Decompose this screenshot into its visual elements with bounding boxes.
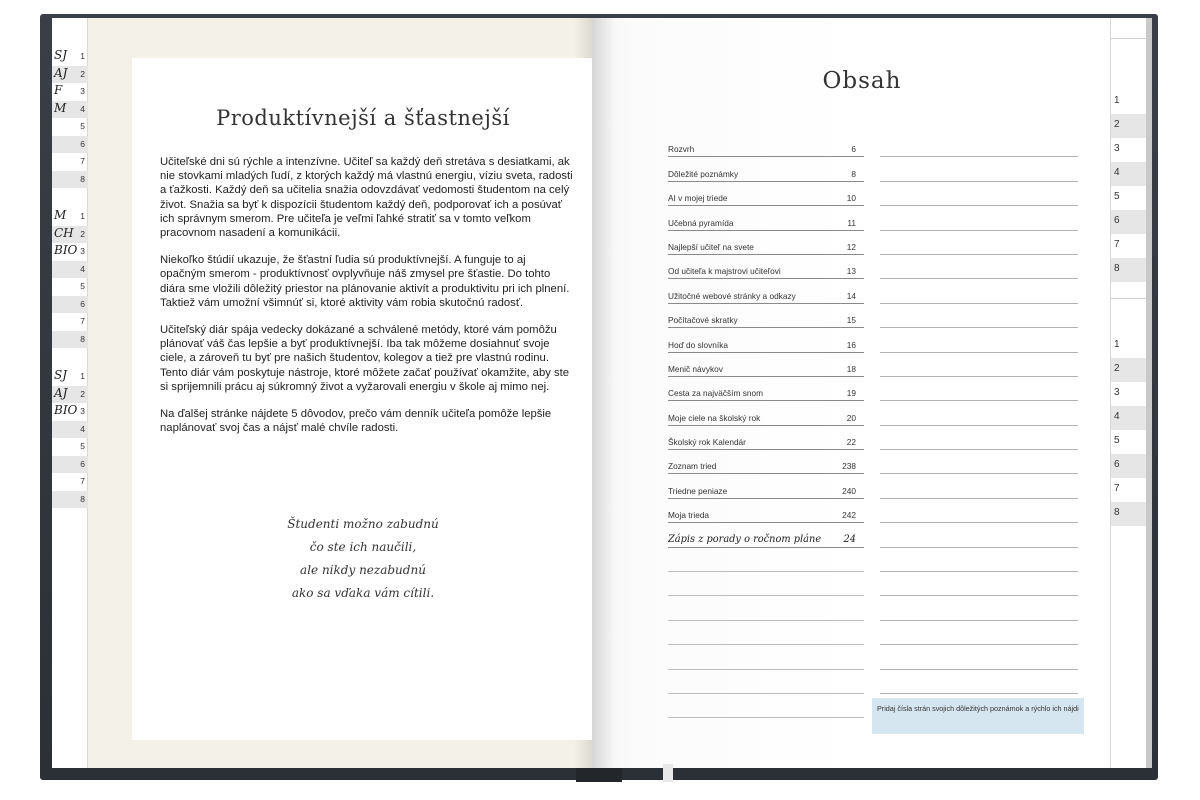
tab-row[interactable] (52, 491, 88, 509)
blank-line[interactable] (880, 353, 1078, 377)
tab-number: 7 (1114, 483, 1120, 494)
intro-paragraph: Učiteľské dni sú rýchle a intenzívne. Učiteľ sa každý deň stretáva s desiatkami, ak nie stovkami mladých ľudí, z ktorých každý má vlastnú energiu, víziu sveta, radosti a ťažkosti. Každý deň sa učitelia snažia odovzdávať vedomosti študentom na celý život. Snažia sa byť k dispozícii študentom každý deň, podporovať ich a posúvať ich správnym smerom. Pre učiteľa je veľmi ľahké stratiť sa v tomto veľkom pracovnom nasadení a komunikácii. (160, 156, 573, 240)
tab-row[interactable] (52, 331, 88, 349)
tab-subject: F (54, 83, 63, 97)
toc-label: Školský rok Kalendár (668, 437, 746, 448)
quote-line: Študenti možno zabudnú (287, 517, 439, 531)
tab-row[interactable] (1111, 478, 1147, 502)
tab-number: 8 (80, 333, 85, 344)
tab-group (52, 48, 88, 188)
intro-card (132, 58, 594, 740)
toc-page-number: 10 (846, 193, 856, 204)
tab-number: 7 (80, 476, 85, 486)
tab-row[interactable] (52, 261, 88, 279)
tab-number: 1 (1114, 339, 1120, 350)
tab-row[interactable] (1111, 114, 1147, 138)
blank-line[interactable] (880, 328, 1078, 352)
toc-row[interactable] (668, 523, 864, 547)
toc-label: Cesta za najväčším snom (668, 388, 763, 399)
tab-row[interactable] (52, 208, 88, 226)
tab-number: 5 (80, 121, 85, 131)
toc-row[interactable] (668, 353, 864, 377)
toc-label: Moje ciele na školský rok (668, 412, 761, 423)
tab-number: 3 (1114, 143, 1120, 154)
intro-body (160, 155, 574, 448)
tab-number: 3 (1114, 387, 1120, 398)
toc-blank-line[interactable] (668, 670, 864, 694)
tab-row[interactable] (52, 296, 88, 314)
toc-row[interactable] (668, 474, 864, 498)
tab-row[interactable] (52, 101, 88, 119)
toc-row[interactable] (668, 157, 864, 181)
tab-row[interactable] (52, 83, 88, 101)
blank-line[interactable] (880, 548, 1078, 572)
left-tab-column (52, 48, 88, 528)
tab-number: 5 (1114, 191, 1120, 202)
tab-row[interactable] (1111, 454, 1147, 478)
tab-row[interactable] (1111, 358, 1147, 382)
tab-row[interactable] (52, 438, 88, 456)
toc-row[interactable] (668, 206, 864, 230)
toc-label: Počítačové skratky (668, 315, 738, 326)
tab-number: 6 (80, 138, 85, 149)
toc-label: Triedne peniaze (668, 485, 728, 496)
tab-number: 2 (1114, 119, 1120, 130)
tab-row[interactable] (1111, 138, 1147, 162)
tab-row[interactable] (52, 473, 88, 491)
toc-row[interactable] (668, 182, 864, 206)
toc-label: Učebná pyramída (668, 217, 734, 228)
blank-lines-column (880, 133, 1078, 718)
toc-row[interactable] (668, 231, 864, 255)
toc-page-number: 20 (846, 412, 856, 423)
table-of-contents (668, 133, 864, 718)
toc-blank-line[interactable] (668, 621, 864, 645)
tab-row[interactable] (52, 403, 88, 421)
tab-row[interactable] (52, 48, 88, 66)
tab-row[interactable] (52, 243, 88, 261)
toc-row[interactable] (668, 328, 864, 352)
toc-label: Zoznam tried (668, 461, 717, 472)
toc-label: Rozvrh (668, 144, 695, 155)
tab-number: 7 (1114, 239, 1120, 250)
toc-page-number: 15 (846, 315, 856, 326)
tab-number: 6 (80, 298, 85, 309)
quote (132, 513, 594, 605)
right-page-fold (592, 18, 614, 768)
toc-row[interactable] (668, 255, 864, 279)
left-page (52, 18, 592, 768)
right-tab-column (1110, 18, 1146, 768)
blank-line[interactable] (880, 157, 1078, 181)
tab-number: 7 (80, 156, 85, 166)
blank-line[interactable] (880, 596, 1078, 620)
toc-page-number: 11 (847, 217, 856, 228)
toc-page-number: 238 (842, 461, 856, 472)
tab-row[interactable] (1111, 210, 1147, 234)
blank-line[interactable] (880, 670, 1078, 694)
tab-group (1111, 334, 1147, 526)
toc-label: Zápis z porady o ročnom pláne (668, 533, 822, 545)
tab-row[interactable] (1111, 406, 1147, 430)
tab-subject: AJ (54, 65, 68, 80)
tab-number: 5 (80, 281, 85, 291)
toc-page-number: 19 (846, 388, 856, 399)
toc-label: Moja trieda (668, 510, 710, 521)
tab-number: 7 (80, 316, 85, 326)
toc-page-number: 18 (846, 363, 856, 374)
tab-number: 4 (80, 103, 85, 114)
toc-page-number: 240 (842, 485, 856, 496)
tab-number: 1 (80, 211, 85, 221)
tab-number: 5 (1114, 435, 1120, 446)
tab-number: 2 (80, 68, 85, 79)
tab-row[interactable] (1111, 502, 1147, 526)
tab-separator (1111, 298, 1147, 299)
blank-line[interactable] (880, 645, 1078, 669)
tab-row[interactable] (1111, 258, 1147, 282)
toc-row[interactable] (668, 377, 864, 401)
blank-line[interactable] (880, 523, 1078, 547)
tab-row[interactable] (1111, 382, 1147, 406)
toc-page-number: 16 (846, 339, 856, 350)
intro-paragraph: Na ďalšej stránke nájdete 5 dôvodov, prečo vám denník učiteľa pomôže lepšie naplánovať svoj čas a nájsť malé chvíle radosti. (160, 408, 552, 435)
blank-line[interactable] (880, 304, 1078, 328)
toc-row[interactable] (668, 450, 864, 474)
toc-page-number: 22 (846, 437, 856, 448)
toc-page-number: 8 (851, 168, 856, 179)
tab-number: 6 (1114, 459, 1120, 470)
tab-number: 6 (1114, 215, 1120, 226)
toc-row[interactable] (668, 426, 864, 450)
toc-row[interactable] (668, 133, 864, 157)
tab-row[interactable] (52, 226, 88, 244)
toc-label: Hoď do slovníka (668, 339, 728, 350)
toc-blank-line[interactable] (668, 548, 864, 572)
blank-line[interactable] (880, 377, 1078, 401)
quote-line: čo ste ich naučili, (309, 540, 417, 554)
blank-line[interactable] (880, 182, 1078, 206)
tab-row[interactable] (1111, 186, 1147, 210)
tab-row[interactable] (1111, 162, 1147, 186)
contents-title: Obsah (822, 68, 902, 94)
toc-page-number: 242 (842, 510, 856, 521)
tab-number: 8 (80, 493, 85, 504)
right-page (592, 18, 1110, 768)
tab-number: 4 (1114, 167, 1120, 178)
blank-line[interactable] (880, 474, 1078, 498)
tab-row[interactable] (1111, 334, 1147, 358)
toc-label: Od učiteľa k majstrovi učiteľovi (668, 266, 781, 277)
left-tab-strip (52, 18, 88, 768)
tab-row[interactable] (52, 313, 88, 331)
toc-blank-line[interactable] (668, 645, 864, 669)
tab-number: 8 (1114, 263, 1120, 274)
bookmark-ribbon (663, 764, 673, 782)
tab-number: 4 (80, 263, 85, 274)
tab-number: 1 (1114, 95, 1120, 106)
tab-subject: BIO (54, 403, 78, 417)
tab-number: 6 (80, 458, 85, 469)
blank-line[interactable] (880, 255, 1078, 279)
tab-number: 2 (1114, 363, 1120, 374)
tab-subject: SJ (54, 48, 68, 62)
tab-subject: M (54, 100, 67, 115)
tab-subject: SJ (54, 368, 68, 382)
toc-row[interactable] (668, 499, 864, 523)
toc-page-number: 14 (846, 290, 856, 301)
tab-separator (1111, 38, 1147, 39)
intro-paragraph: Učiteľský diár spája vedecky dokázané a schválené metódy, ktoré vám pomôžu plánovať váš čas lepšie a byť produktívnejší. Iba tak môžeme dosiahnuť svoje ciele, a zároveň tu byť pre našich študentov, kolegov a tiež pre vlastnú rodinu. Tento diár vám poskytuje nástroje, ktoré môžete začať používať okamžite, aby ste si sprijemnili prácu aj súkromný život a vyžarovali energiu v škole aj mimo nej. (160, 324, 570, 393)
tab-row[interactable] (52, 118, 88, 136)
tab-number: 5 (80, 441, 85, 451)
blank-line[interactable] (880, 450, 1078, 474)
blank-line[interactable] (880, 572, 1078, 596)
tab-row[interactable] (52, 386, 88, 404)
tab-subject: M (54, 208, 67, 222)
toc-row[interactable] (668, 304, 864, 328)
toc-row[interactable] (668, 401, 864, 425)
page-edge (1146, 18, 1152, 768)
toc-page-number: 12 (846, 241, 856, 252)
tab-row[interactable] (52, 171, 88, 189)
tab-row[interactable] (1111, 430, 1147, 454)
quote-line: ale nikdy nezabudnú (300, 563, 426, 577)
blank-line[interactable] (880, 426, 1078, 450)
toc-label: AI v mojej triede (668, 193, 728, 204)
blank-line[interactable] (880, 401, 1078, 425)
tab-number: 3 (80, 406, 85, 416)
tab-number: 3 (80, 86, 85, 96)
tab-number: 1 (80, 371, 85, 381)
tab-number: 2 (80, 388, 85, 399)
tab-row[interactable] (1111, 234, 1147, 258)
tab-number: 2 (80, 228, 85, 239)
blank-line[interactable] (880, 279, 1078, 303)
tab-row[interactable] (52, 136, 88, 154)
tab-row[interactable] (52, 421, 88, 439)
tab-subject: BIO (54, 243, 78, 257)
toc-label: Najlepší učiteľ na svete (668, 241, 754, 252)
toc-label: Menič návykov (668, 363, 723, 374)
blank-line[interactable] (880, 133, 1078, 157)
intro-title: Produktívnejší a šťastnejší (216, 106, 510, 130)
tab-group (1111, 90, 1147, 282)
tab-row[interactable] (52, 456, 88, 474)
tab-row[interactable] (52, 278, 88, 296)
tab-subject: CH (54, 225, 74, 240)
tab-number: 3 (80, 246, 85, 256)
toc-page-number: 6 (851, 144, 856, 155)
tab-row[interactable] (52, 153, 88, 171)
blank-line[interactable] (880, 621, 1078, 645)
toc-page-number: 24 (843, 533, 856, 545)
tab-group (52, 368, 88, 508)
toc-blank-line[interactable] (668, 572, 864, 596)
tab-number: 1 (80, 51, 85, 61)
toc-label: Dôležité poznámky (668, 168, 739, 179)
toc-row[interactable] (668, 279, 864, 303)
tab-group (52, 208, 88, 348)
tab-row[interactable] (52, 368, 88, 386)
blank-line[interactable] (880, 499, 1078, 523)
note-box: Pridaj čísla strán svojich dôležitých poznámok a rýchlo ich nájdi (872, 698, 1084, 734)
blank-line[interactable] (880, 206, 1078, 230)
tab-row[interactable] (52, 66, 88, 84)
tab-number: 8 (1114, 507, 1120, 518)
tab-number: 4 (1114, 411, 1120, 422)
toc-label: Užitočné webové stránky a odkazy (668, 290, 796, 301)
toc-blank-line[interactable] (668, 596, 864, 620)
tab-subject: AJ (54, 385, 68, 400)
toc-blank-line[interactable] (668, 694, 864, 718)
intro-paragraph: Niekoľko štúdií ukazuje, že šťastní ľudia sú produktívnejší. A funguje to aj opačným smerom - produktívnosť ovplyvňuje náš zmysel pre šťastie. Do tohto diára sme vložili dôležitý priestor na plánovanie aktivít a produktivitu pri ich plnení. Taktiež vám umožní všimnúť si, ktoré aktivity vám robia skutočnú radosť. (160, 254, 570, 309)
tab-row[interactable] (1111, 90, 1147, 114)
blank-line[interactable] (880, 231, 1078, 255)
tab-number: 8 (80, 173, 85, 184)
tab-number: 4 (80, 423, 85, 434)
toc-page-number: 13 (846, 266, 856, 277)
quote-line: ako sa vďaka vám cítili. (291, 586, 435, 600)
